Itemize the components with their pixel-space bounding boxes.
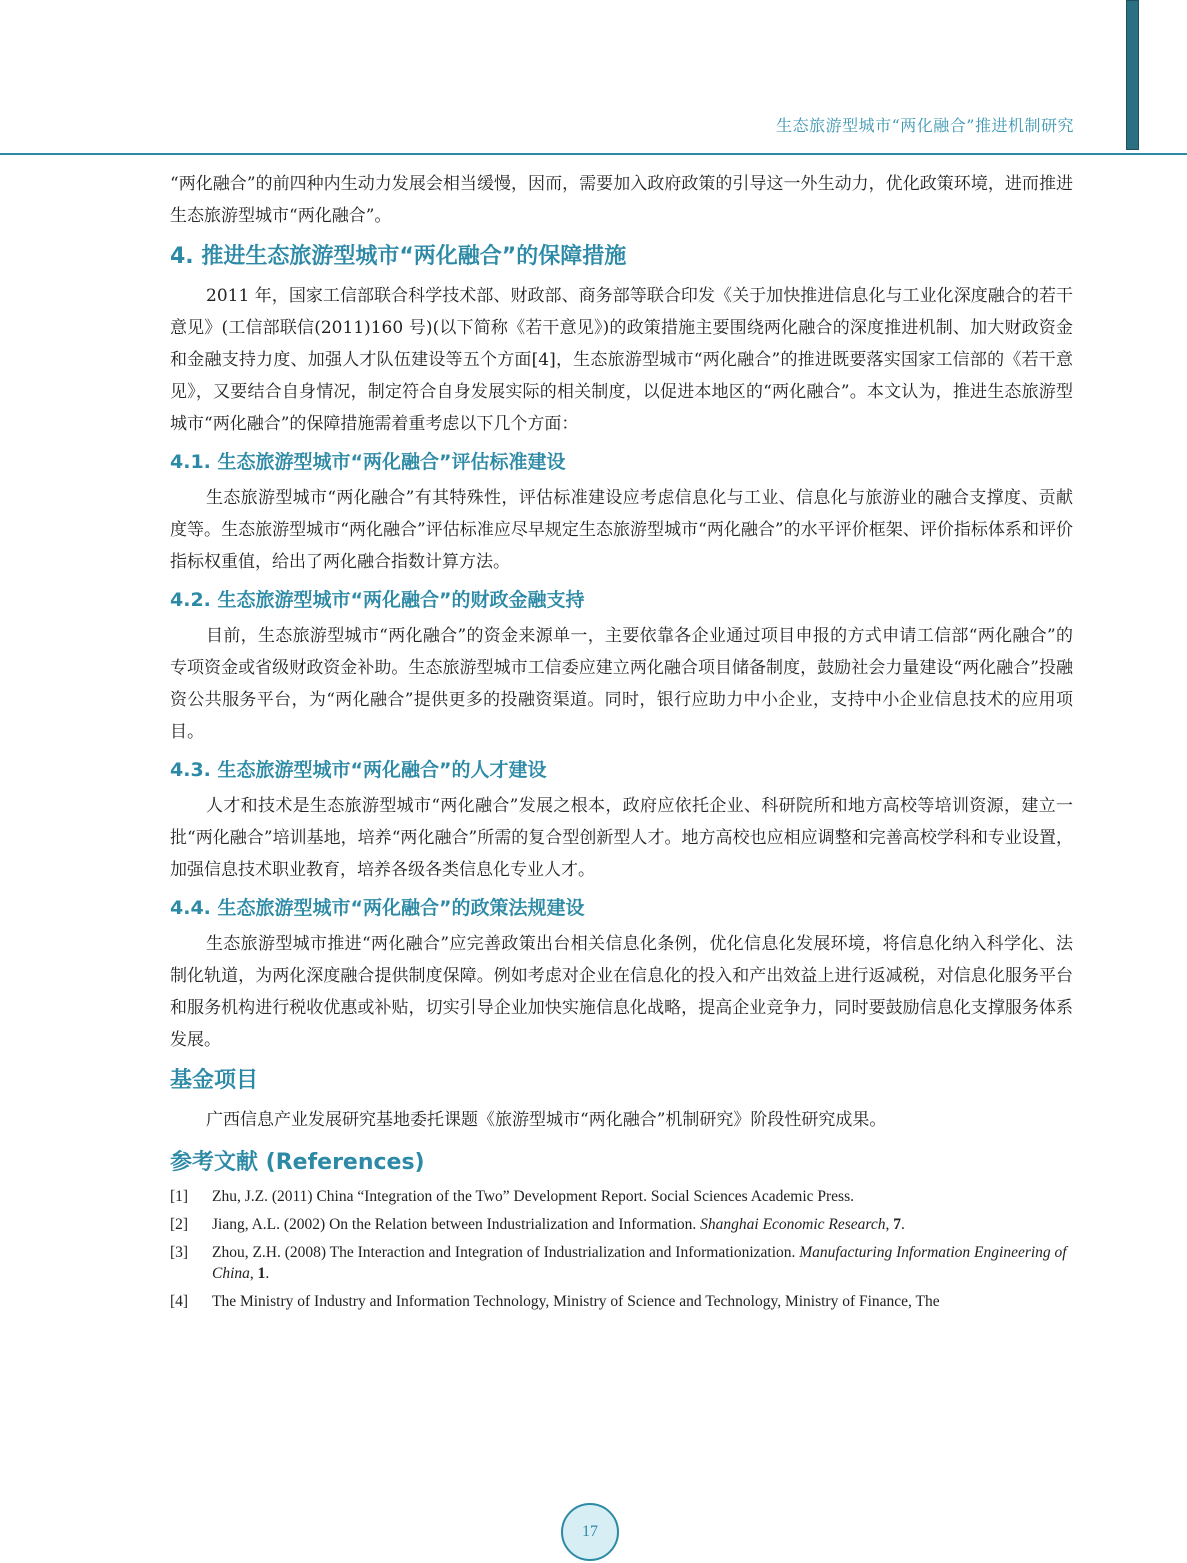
reference-journal: Shanghai Economic Research [700,1216,886,1233]
section-4-heading: 4. 推进生态旅游型城市“两化融合”的保障措施 [170,244,627,269]
funding-heading: 基金项目 [170,1068,259,1093]
subsection-4-4-heading: 4.4. 生态旅游型城市“两化融合”的政策法规建设 [170,897,585,919]
subsection-4-1-paragraph: 生态旅游型城市“两化融合”有其特殊性，评估标准建设应考虑信息化与工业、信息化与旅游业的融合支撑度、贡献度等。生态旅游型城市“两化融合”评估标准应尽早规定生态旅游型城市“两化融合”的水平评价框架、评价指标体系和评价指标权重值，给出了两化融合指数计算方法。 [170,488,1073,572]
reference-volume: 1 [257,1265,266,1282]
reference-number: [4] [170,1293,189,1310]
reference-end: . [265,1265,270,1282]
reference-separator: , [249,1265,258,1282]
main-content [170,168,1073,1319]
subsection-4-3-paragraph: 人才和技术是生态旅游型城市“两化融合”发展之根本，政府应依托企业、科研院所和地方高校等培训资源，建立一批“两化融合”培训基地，培养“两化融合”所需的复合型创新型人才。地方高校也应相应调整和完善高校学科和专业设置，加强信息技术职业教育，培养各级各类信息化专业人才。 [170,796,1073,880]
reference-number: [2] [170,1216,189,1233]
section-4-paragraph: 2011 年，国家工信部联合科学技术部、财政部、商务部等联合印发《关于加快推进信息化与工业化深度融合的若干意见》(工信部联信(2011)160 号)(以下简称《若干意见》)的政策措施主要围绕两化融合的深度推进机制、加大财政资金和金融支持力度、加强人才队伍建设等五个方面[4]，生态旅游型城市“两化融合”的推进既要落实国家工信部的《若干意见》，又要结合自身情况，制定符合自身发展实际的相关制度，以促进本地区的“两化融合”。本文认为，推进生态旅游型城市“两化融合”的保障措施需着重考虑以下几个方面： [170,286,1073,434]
subsection-4-1-heading: 4.1. 生态旅游型城市“两化融合”评估标准建设 [170,451,566,473]
intro-paragraph: “两化融合”的前四种内生动力发展会相当缓慢，因而，需要加入政府政策的引导这一外生动力，优化政策环境，进而推进生态旅游型城市“两化融合”。 [170,174,1073,226]
subsection-4-2-paragraph: 目前，生态旅游型城市“两化融合”的资金来源单一，主要依靠各企业通过项目申报的方式申请工信部“两化融合”的专项资金或省级财政资金补助。生态旅游型城市工信委应建立两化融合项目储备制度，鼓励社会力量建设“两化融合”投融资公共服务平台，为“两化融合”提供更多的投融资渠道。同时，银行应助力中小企业，支持中小企业信息技术的应用项目。 [170,626,1073,742]
reference-journal: Manufacturing Information Engineering of China [212,1244,1067,1282]
reference-text: The Ministry of Industry and Information Technology, Ministry of Science and Technology, Ministry of Finance, The [212,1293,940,1310]
reference-item [170,1242,1073,1284]
reference-number: [3] [170,1244,189,1261]
running-title: 生态旅游型城市“两化融合”推进机制研究 [776,116,1074,135]
reference-number: [1] [170,1188,189,1205]
references-heading: 参考文献 (References) [170,1150,425,1175]
subsection-4-3-heading: 4.3. 生态旅游型城市“两化融合”的人才建设 [170,759,547,781]
subsection-4-4-paragraph: 生态旅游型城市推进“两化融合”应完善政策出台相关信息化条例，优化信息化发展环境，将信息化纳入科学化、法制化轨道，为两化深度融合提供制度保障。例如考虑对企业在信息化的投入和产出效益上进行返减税，对信息化服务平台和服务机构进行税收优惠或补贴，切实引导企业加快实施信息化战略，提高企业竞争力，同时要鼓励信息化支撑服务体系发展。 [170,934,1073,1050]
page-number: 17 [561,1503,619,1561]
reference-text: Jiang, A.L. (2002) On the Relation between Industrialization and Information. [212,1216,701,1233]
reference-item [170,1186,1073,1207]
reference-text: Zhou, Z.H. (2008) The Interaction and Integration of Industrialization and Informationization. [212,1244,800,1261]
reference-volume: 7 [893,1216,902,1233]
header-rule [0,153,1187,155]
subsection-4-2-heading: 4.2. 生态旅游型城市“两化融合”的财政金融支持 [170,589,585,611]
reference-item [170,1214,1073,1235]
header-accent-bar [1126,0,1139,150]
reference-item [170,1291,1073,1312]
reference-separator: , [885,1216,894,1233]
reference-list [170,1186,1073,1312]
funding-text: 广西信息产业发展研究基地委托课题《旅游型城市“两化融合”机制研究》阶段性研究成果。 [206,1110,887,1130]
reference-text: Zhu, J.Z. (2011) China “Integration of the Two” Development Report. Social Sciences Academic Press. [212,1188,855,1205]
reference-end: . [901,1216,905,1233]
